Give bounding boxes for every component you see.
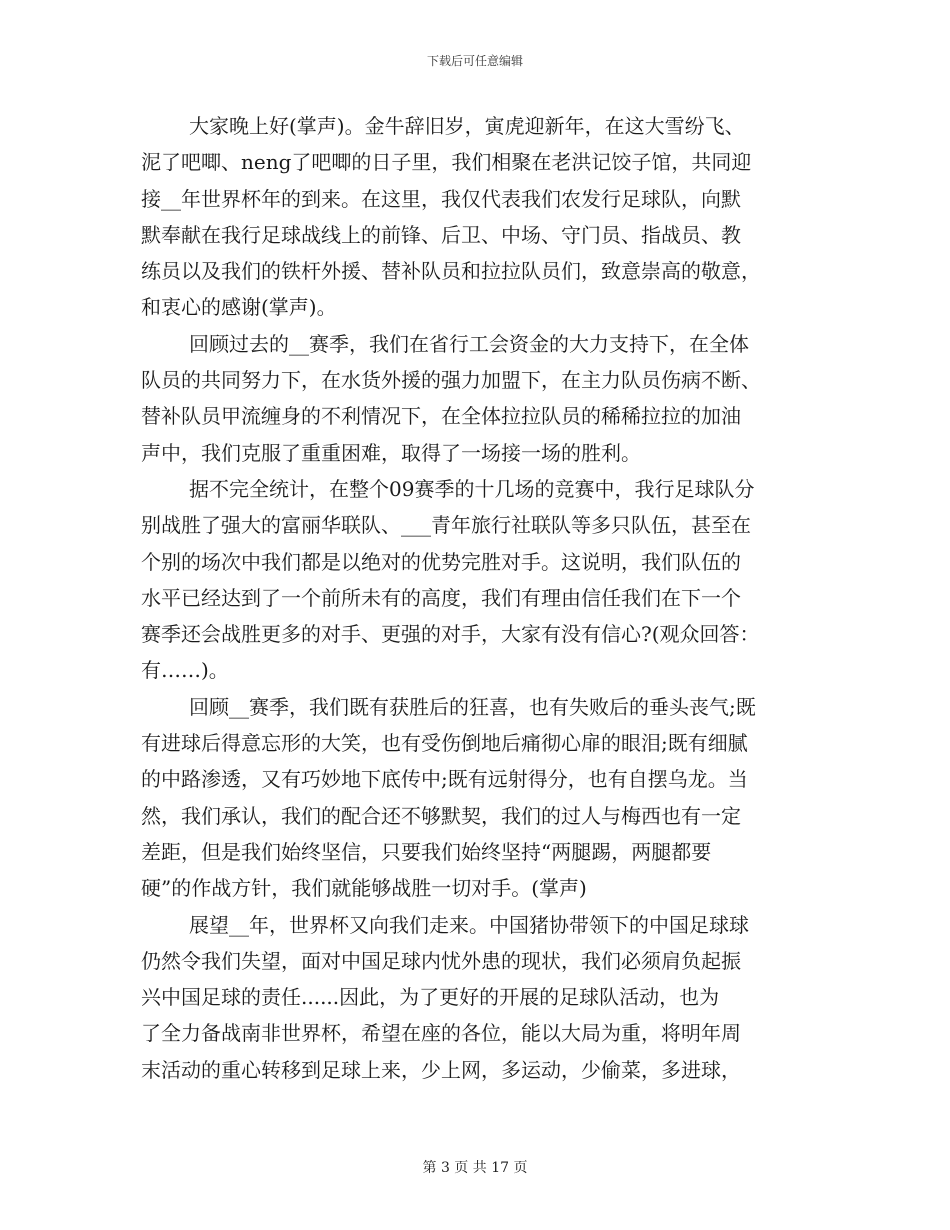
- paragraph-4: [141, 689, 811, 907]
- text-line: 有……)。: [141, 658, 229, 683]
- text-line: 默奉献在我行足球战线上的前锋、后卫、中场、守门员、指战员、教: [141, 222, 741, 247]
- paragraph-5: [141, 907, 811, 1088]
- text-line: 仍然令我们失望，面对中国足球内忧外患的现状，我们必须肩负起振: [141, 948, 741, 973]
- text-line: 的中路渗透，又有巧妙地下底传中;既有远射得分，也有自摆乌龙。当: [141, 767, 748, 792]
- text-line: 大家晚上好(掌声)。金牛辞旧岁，寅虎迎新年，在这大雪纷飞、: [189, 114, 745, 138]
- paragraph-2: [141, 326, 811, 471]
- text-line: 和衷心的感谢(掌声)。: [141, 295, 337, 320]
- text-line: 接__年世界杯年的到来。在这里，我仅代表我们农发行足球队，向默: [141, 186, 741, 211]
- text-line: 差距，但是我们始终坚信，只要我们始终坚持“两腿踢，两腿都要: [141, 839, 712, 864]
- text-line: 回顾__赛季，我们既有获胜后的狂喜，也有失败后的垂头丧气;既: [189, 694, 756, 719]
- page-number: 第 3 页 共 17 页: [422, 1160, 528, 1176]
- text-line: 据不完全统计，在整个09赛季的十几场的竞赛中，我行足球队分: [189, 476, 755, 501]
- text-line: 硬”的作战方针，我们就能够战胜一切对手。(掌声): [141, 876, 587, 901]
- text-line: 声中，我们克服了重重困难，取得了一场接一场的胜利。: [141, 440, 641, 465]
- paragraph-1: [141, 108, 811, 326]
- text-line: 末活动的重心转移到足球上来，少上网，多运动，少偷菜，多进球，: [141, 1057, 741, 1082]
- text-line: 队员的共同努力下，在水货外援的强力加盟下，在主力队员伤病不断、: [141, 368, 761, 393]
- paragraph-3: [141, 471, 811, 689]
- text-line: 然，我们承认，我们的配合还不够默契，我们的过人与梅西也有一定: [141, 803, 741, 828]
- text-line: 替补队员甲流缠身的不利情况下，在全体拉拉队员的稀稀拉拉的加油: [141, 404, 741, 429]
- document-body: [141, 108, 811, 1088]
- page-header: 下载后可任意编辑: [426, 54, 523, 68]
- text-line: 水平已经达到了一个前所未有的高度，我们有理由信任我们在下一个: [141, 585, 741, 610]
- text-line: 兴中国足球的责任......因此，为了更好的开展的足球队活动，也为: [141, 985, 720, 1010]
- text-line: 赛季还会战胜更多的对手、更强的对手，大家有没有信心?(观众回答：: [141, 622, 760, 647]
- text-line: 个别的场次中我们都是以绝对的优势完胜对手。这说明，我们队伍的: [141, 549, 741, 574]
- text-line: 有进球后得意忘形的大笑，也有受伤倒地后痛彻心扉的眼泪;既有细腻: [141, 731, 748, 756]
- text-line: 了全力备战南非世界杯，希望在座的各位，能以大局为重，将明年周: [141, 1021, 741, 1046]
- text-line: 练员以及我们的铁杆外援、替补队员和拉拉队员们，致意崇高的敬意，: [141, 259, 761, 284]
- text-line: 泥了吧唧、neng了吧唧的日子里，我们相聚在老洪记饺子馆，共同迎: [141, 150, 752, 175]
- text-line: 别战胜了强大的富丽华联队、___青年旅行社联队等多只队伍，甚至在: [141, 513, 751, 538]
- text-line: 回顾过去的__赛季，我们在省行工会资金的大力支持下，在全体: [189, 331, 749, 356]
- text-line: 展望__年，世界杯又向我们走来。中国猪协带领下的中国足球球: [189, 912, 749, 937]
